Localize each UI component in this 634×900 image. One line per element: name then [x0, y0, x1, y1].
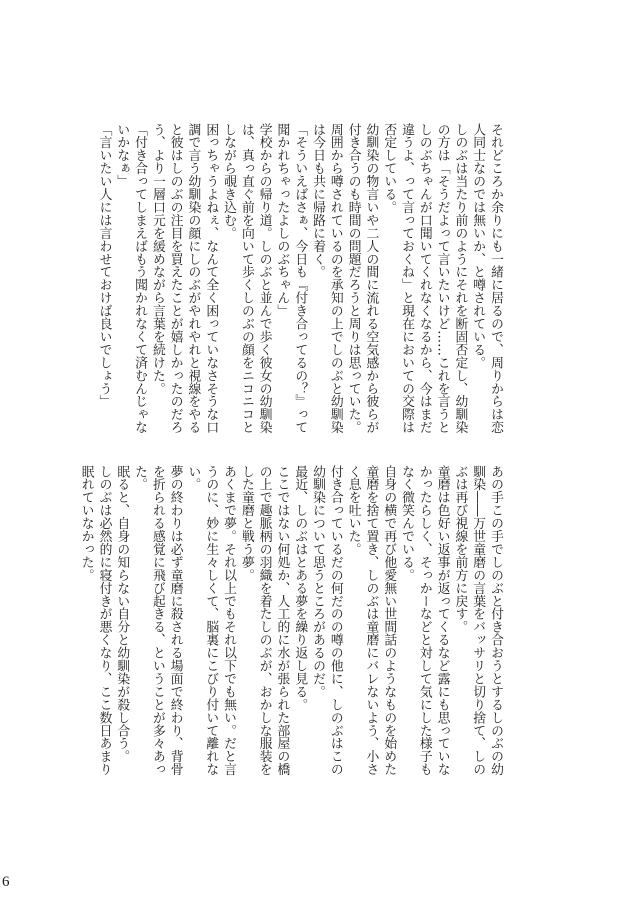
paragraph: 周囲から噂されているのを承知の上でしのぶと幼馴染は今日も共に帰路に着く。: [310, 123, 343, 434]
paragraph: 「そういえばさぁ、今日も『付き合ってるの？』って聞かれちゃったよしのぶちゃん」: [274, 123, 308, 434]
paragraph: 眠ると、自身の知らない自分と幼馴染が殺し合う。: [114, 465, 130, 763]
paragraph: 童磨は色好い返事が返ってくるなど露にも思っていなかったらしく、そっかーなどと対して気にした様子もなく微笑んでいる。: [399, 465, 450, 776]
paragraph: 幼馴染の物言いや二人の間に流れる空気感から彼らが付き合うのも時間の問題だろうと周りは思っていた。: [345, 123, 379, 434]
paragraph: 最近、しのぶはとある夢を繰り返し見る。: [292, 465, 308, 712]
paragraph: しのぶは必然的に寝付きが悪くなり、ここ数日あまり眠れていなかった。: [78, 465, 112, 776]
paragraph: 「言いたい人には言わせておけば良いでしょう」: [96, 123, 112, 408]
paragraph: 学校からの帰り道。しのぶと並んで歩く彼女の幼馴染は、真っ直ぐ前を向いて歩くしのぶの顔をニコニコとしながら覗き込む。: [221, 123, 272, 434]
paragraph: あくまで夢。それ以上でもそれ以下でも無い。だと言うのに、妙に生々しくて、脳裏にこびり付いて離れない。: [185, 465, 237, 776]
upper-text-block: [96, 123, 504, 446]
paragraph: あの手この手でしのぶと付き合おうとするしのぶの幼馴染――万世童磨の言葉をバッサリと切り捨て、しのぶは再び視線を前方に戻す。: [452, 465, 503, 776]
paragraph: しのぶは当たり前のようにそれを断固否定し、幼馴染の方は「そうだよって言いたいけど……これを言うとしのぶちゃんが口聞いてくれなくなるから、今はまだ違うよ、って言っておくね」と現在においての交際は否定している。: [381, 123, 468, 434]
paragraph: それどころか余りにも一緒に居るので、周りからは恋人同士なのでは無いか、と噂されている。: [470, 123, 503, 434]
paragraph: 自身の横で再び他愛無い世間話のようなものを始めた童磨を捨て置き、しのぶは童磨にバレないよう、小さく息を吐いた。: [345, 465, 397, 776]
paragraph: 「付き合ってしまえばもう聞かれなくて済むんじゃないかなぁ」: [114, 123, 148, 434]
paragraph: 夢の終わりは必ず童磨に殺される場面で終わり、背骨を折られる感覚に飛び起きる、ということが多々あった。: [132, 465, 183, 776]
paragraph: ここではない何処か、人工的に水が張られた部屋の橋の上で趣脈柄の羽織を着たしのぶが、おかしな服装をした童磨と戦う夢。: [238, 465, 290, 776]
paragraph: 困っちゃうよねぇ、なんて全く困っていなさそうな口調で言う幼馴染の顔にしのぶがやれやれと視線をやると彼はしのぶの注目を買えたことが嬉しかったのだろう、より一層口元を緩めながら言葉を続けた。: [149, 123, 219, 434]
page-number: 6: [2, 874, 10, 890]
paragraph: 付き合っているだの何だのの噂の他に、しのぶはこの幼馴染について思うところがあるのだ。: [310, 465, 343, 776]
lower-text-block: [78, 465, 504, 788]
